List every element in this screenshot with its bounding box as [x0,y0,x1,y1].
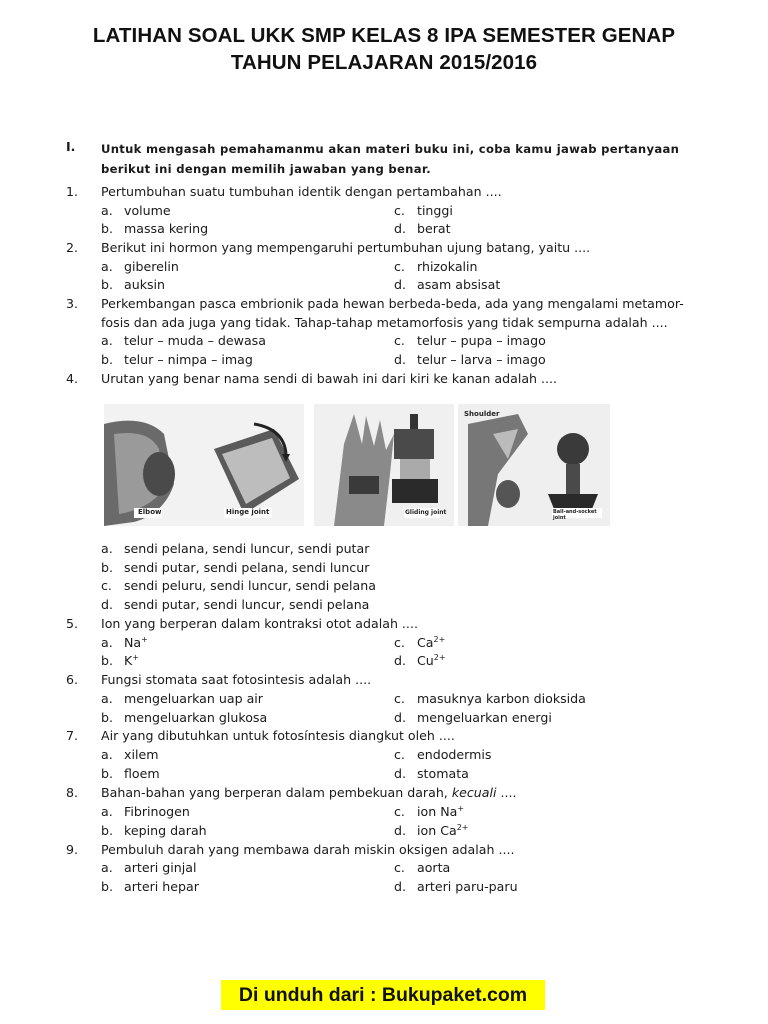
option-superscript: 2+ [433,635,446,644]
option-a[interactable] [101,202,171,221]
option-a[interactable] [101,690,263,709]
question-text: Fungsi stomata saat fotosintesis adalah .... [101,672,372,687]
elbow-hinge-joint-image [104,404,304,526]
option-letter: a. [101,203,113,218]
option-b[interactable] [101,276,165,295]
question-text: Pembuluh darah yang membawa darah miskin oksigen adalah .... [101,842,515,857]
options-row [0,540,768,559]
options-row [0,577,768,596]
page-title-line-1: LATIHAN SOAL UKK SMP KELAS 8 IPA SEMESTER GENAP [92,24,676,47]
option-text: aorta [417,860,451,875]
option-d[interactable] [394,351,546,370]
option-text: keping darah [124,823,207,838]
question-text: Berikut ini hormon yang mempengaruhi pertumbuhan ujung batang, yaitu .... [101,240,591,255]
question-3 [0,295,768,314]
option-text: auksin [124,277,166,292]
option-text: K [124,653,133,668]
question-number: 7. [66,728,79,743]
question-8 [0,784,768,803]
question-6 [0,671,768,690]
option-letter: a. [101,541,113,556]
option-letter: b. [101,823,113,838]
option-letter: b. [101,766,113,781]
option-letter: b. [101,879,113,894]
options-row [0,258,768,277]
option-d[interactable] [394,878,518,897]
option-text: ion Na [417,804,458,819]
section-instruction: Untuk mengasah pemahamanmu akan materi buku ini, coba kamu jawab pertanyaan berikut ini dengan memilih jawaban yang benar. [101,142,680,176]
option-a[interactable] [101,803,190,822]
option-text: mengeluarkan uap air [124,691,263,706]
option-d[interactable] [394,276,500,295]
option-c[interactable] [394,258,478,277]
option-a[interactable] [101,332,266,351]
option-superscript: + [132,653,139,662]
options-row [0,634,768,653]
image-label: Elbow [138,508,162,516]
option-c[interactable] [101,577,376,596]
option-text: ion Ca [417,823,457,838]
option-b[interactable] [101,822,207,841]
option-superscript: 2+ [433,653,446,662]
options-row [0,822,768,841]
option-letter: c. [394,691,405,706]
option-d[interactable] [394,765,469,784]
options-row [0,803,768,822]
option-text: Cu [417,653,434,668]
question-number: 9. [66,842,79,857]
option-text: asam absisat [417,277,501,292]
option-b[interactable] [101,652,139,671]
option-letter: d. [394,879,406,894]
option-c[interactable] [394,859,450,878]
option-text: mengeluarkan glukosa [124,710,268,725]
question-9 [0,841,768,860]
option-text: massa kering [124,221,209,236]
option-d[interactable] [394,220,451,239]
option-text: Ca [417,635,434,650]
question-text-main: Bahan-bahan yang berperan dalam pembekuan darah, [101,785,452,800]
option-d[interactable] [394,822,469,841]
question-number: 8. [66,785,79,800]
question-7 [0,727,768,746]
image-label: Shoulder [464,410,500,418]
option-text: masuknya karbon dioksida [417,691,586,706]
option-c[interactable] [394,202,453,221]
option-letter: d. [394,766,406,781]
option-superscript: 2+ [456,823,469,832]
option-d[interactable] [101,596,369,615]
question-text [101,784,517,803]
option-text: telur – pupa – imago [417,333,546,348]
question-5 [0,615,768,634]
question-3-continued [0,314,768,333]
question-text: Pertumbuhan suatu tumbuhan identik dengan pertambahan .... [101,184,502,199]
option-text: sendi putar, sendi luncur, sendi pelana [124,597,370,612]
option-c[interactable] [394,332,546,351]
option-text: volume [124,203,171,218]
option-letter: c. [394,860,405,875]
option-letter: b. [101,560,113,575]
option-letter: c. [101,578,112,593]
option-text: tinggi [417,203,453,218]
option-letter: d. [394,352,406,367]
option-letter: b. [101,352,113,367]
option-text: Na [124,635,142,650]
shoulder-ball-socket-image [458,404,610,526]
options-row [0,690,768,709]
question-text: Urutan yang benar nama sendi di bawah ini dari kiri ke kanan adalah .... [101,371,558,386]
option-letter: a. [101,259,113,274]
option-text: sendi putar, sendi pelana, sendi luncur [124,560,370,575]
option-superscript: + [141,635,148,644]
option-text: telur – larva – imago [417,352,546,367]
gliding-joint-image [314,404,454,526]
option-letter: d. [394,653,406,668]
option-letter: b. [101,710,113,725]
option-letter: a. [101,804,113,819]
option-a[interactable] [101,540,369,559]
options-row [0,709,768,728]
option-text: sendi peluru, sendi luncur, sendi pelana [124,578,376,593]
joint-images [104,404,610,528]
options-row [0,351,768,370]
option-c[interactable] [394,746,491,765]
question-text: Ion yang berperan dalam kontraksi otot adalah .... [101,616,418,631]
image-label: Hinge joint [226,508,270,516]
options-row [0,276,768,295]
image-label: Gliding joint [405,509,447,516]
options-row [0,746,768,765]
options-row [0,652,768,671]
option-letter: d. [101,597,113,612]
option-letter: d. [394,823,406,838]
option-d[interactable] [394,652,446,671]
option-c[interactable] [394,690,586,709]
option-superscript: + [457,804,465,813]
option-letter: c. [394,804,405,819]
option-letter: b. [101,653,113,668]
page-title-line-2: TAHUN PELAJARAN 2015/2016 [230,51,538,74]
option-text: telur – nimpa – imag [124,352,253,367]
question-number: 6. [66,672,79,687]
question-text-emphasis: kecuali [451,785,497,800]
option-a[interactable] [101,634,148,653]
option-letter: d. [394,221,406,236]
options-row [0,332,768,351]
option-b[interactable] [101,765,160,784]
section-number: I. [66,139,76,154]
option-c[interactable] [394,803,464,822]
option-letter: d. [394,277,406,292]
option-c[interactable] [394,634,445,653]
option-text: xilem [124,747,159,762]
option-text: floem [124,766,160,781]
option-text: giberelin [124,259,179,274]
option-text: mengeluarkan energi [417,710,552,725]
option-a[interactable] [101,258,179,277]
options-row [0,596,768,615]
options-row [0,878,768,897]
question-number: 5. [66,616,79,631]
options-row [0,220,768,239]
option-letter: a. [101,747,113,762]
option-letter: b. [101,277,113,292]
question-text-end: .... [496,785,517,800]
option-letter: a. [101,860,113,875]
question-text: fosis dan ada juga yang tidak. Tahap-tahap metamorfosis yang tidak sempurna adalah .... [101,315,668,330]
option-letter: a. [101,333,113,348]
option-letter: c. [394,259,405,274]
option-letter: c. [394,333,405,348]
option-b[interactable] [101,220,208,239]
option-letter: c. [394,203,405,218]
option-letter: b. [101,221,113,236]
option-letter: c. [394,747,405,762]
options-row [0,859,768,878]
question-text: Air yang dibutuhkan untuk fotosíntesis diangkut oleh .... [101,728,455,743]
options-row [0,559,768,578]
option-a[interactable] [101,746,158,765]
option-letter: a. [101,691,113,706]
options-row [0,765,768,784]
option-text: arteri hepar [124,879,199,894]
option-text: rhizokalin [417,259,478,274]
option-text: telur – muda – dewasa [124,333,266,348]
option-letter: c. [394,635,405,650]
question-2 [0,239,768,258]
option-b[interactable] [101,878,199,897]
download-source-banner[interactable]: Di unduh dari : Bukupaket.com [221,980,545,1010]
option-a[interactable] [101,859,196,878]
question-1 [0,183,768,202]
options-row [0,202,768,221]
option-text: stomata [417,766,469,781]
question-text: Perkembangan pasca embrionik pada hewan berbeda-beda, ada yang mengalami metamor- [101,296,684,311]
option-text: endodermis [417,747,492,762]
option-text: arteri paru-paru [417,879,518,894]
question-number: 2. [66,240,79,255]
option-letter: d. [394,710,406,725]
question-number: 4. [66,371,79,386]
option-letter: a. [101,635,113,650]
question-number: 1. [66,184,79,199]
option-b[interactable] [101,559,369,578]
option-text: Fibrinogen [124,804,190,819]
option-d[interactable] [394,709,552,728]
option-text: sendi pelana, sendi luncur, sendi putar [124,541,370,556]
option-b[interactable] [101,351,253,370]
question-4 [0,370,768,389]
option-text: arteri ginjal [124,860,197,875]
option-b[interactable] [101,709,267,728]
option-text: berat [417,221,451,236]
image-label: Ball-and-socket joint [553,509,597,521]
question-number: 3. [66,296,79,311]
